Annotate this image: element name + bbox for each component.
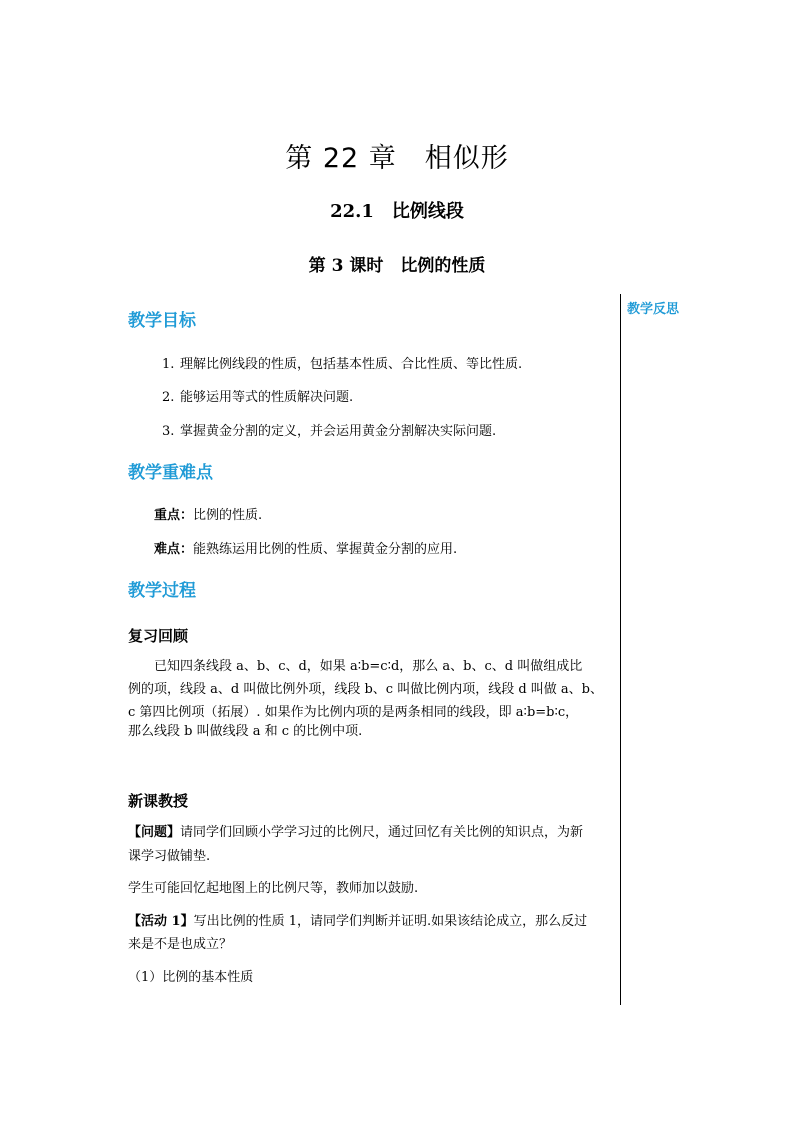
section-title: 22.1 比例线段 <box>330 201 464 222</box>
review-line-2: 例的项，线段 a、d 叫做比例外项，线段 b、c 叫做比例内项，线段 d 叫做 a、b、 <box>128 682 603 697</box>
objective-item-1 <box>162 357 522 373</box>
focus-label: 重点： <box>154 508 194 523</box>
focus-text: 比例的性质. <box>193 508 263 523</box>
sub-item-basic-property: （1）比例的基本性质 <box>128 970 254 985</box>
review-heading: 复习回顾 <box>128 627 189 645</box>
student-note: 学生可能回忆起地图上的比例尺等，教师加以鼓励. <box>128 881 419 896</box>
objective-text: 理解比例线段的性质，包括基本性质、合比性质、等比性质. <box>180 357 523 372</box>
process-heading: 教学过程 <box>128 581 196 601</box>
review-line-1: 已知四条线段 a、b、c、d，如果 a∶b=c∶d，那么 a、b、c、d 叫做组成比 <box>154 659 583 674</box>
objective-number: 1. <box>162 357 175 372</box>
lesson-title: 第 3 课时 比例的性质 <box>308 256 486 276</box>
difficulty-label: 难点： <box>154 542 194 557</box>
objectives-heading: 教学目标 <box>128 311 196 331</box>
objective-item-3 <box>162 424 496 440</box>
reflection-heading: 教学反思 <box>627 302 680 317</box>
question-text: 请同学们回顾小学学习过的比例尺，通过回忆有关比例的知识点，为新 <box>180 825 584 840</box>
activity-label: 【活动 1】 <box>128 914 194 929</box>
column-divider <box>620 294 621 1005</box>
new-lesson-heading: 新课教授 <box>128 792 189 810</box>
activity-text: 写出比例的性质 1，请同学们判断并证明.如果该结论成立，那么反过 <box>193 914 588 929</box>
objective-text: 能够运用等式的性质解决问题. <box>180 390 354 405</box>
review-line-3: c 第四比例项（拓展）. 如果作为比例内项的是两条相同的线段，即 a∶b=b∶c， <box>128 705 579 720</box>
objective-item-2 <box>162 390 353 406</box>
activity-line-2: 来是不是也成立？ <box>128 937 233 952</box>
objective-text: 掌握黄金分割的定义，并会运用黄金分割解决实际问题. <box>180 424 497 439</box>
question-label: 【问题】 <box>128 825 181 840</box>
question-line-2: 课学习做铺垫. <box>128 849 211 864</box>
difficulty-text: 能熟练运用比例的性质、掌握黄金分割的应用. <box>193 542 458 557</box>
focus-line <box>154 508 262 524</box>
activity-line-1 <box>128 914 587 930</box>
objective-number: 2. <box>162 390 175 405</box>
key-points-heading: 教学重难点 <box>128 463 213 483</box>
objective-number: 3. <box>162 424 175 439</box>
review-line-4: 那么线段 b 叫做线段 a 和 c 的比例中项. <box>128 724 363 739</box>
chapter-title: 第 22 章 相似形 <box>285 143 509 174</box>
question-line-1 <box>128 825 583 841</box>
difficulty-line <box>154 542 457 558</box>
